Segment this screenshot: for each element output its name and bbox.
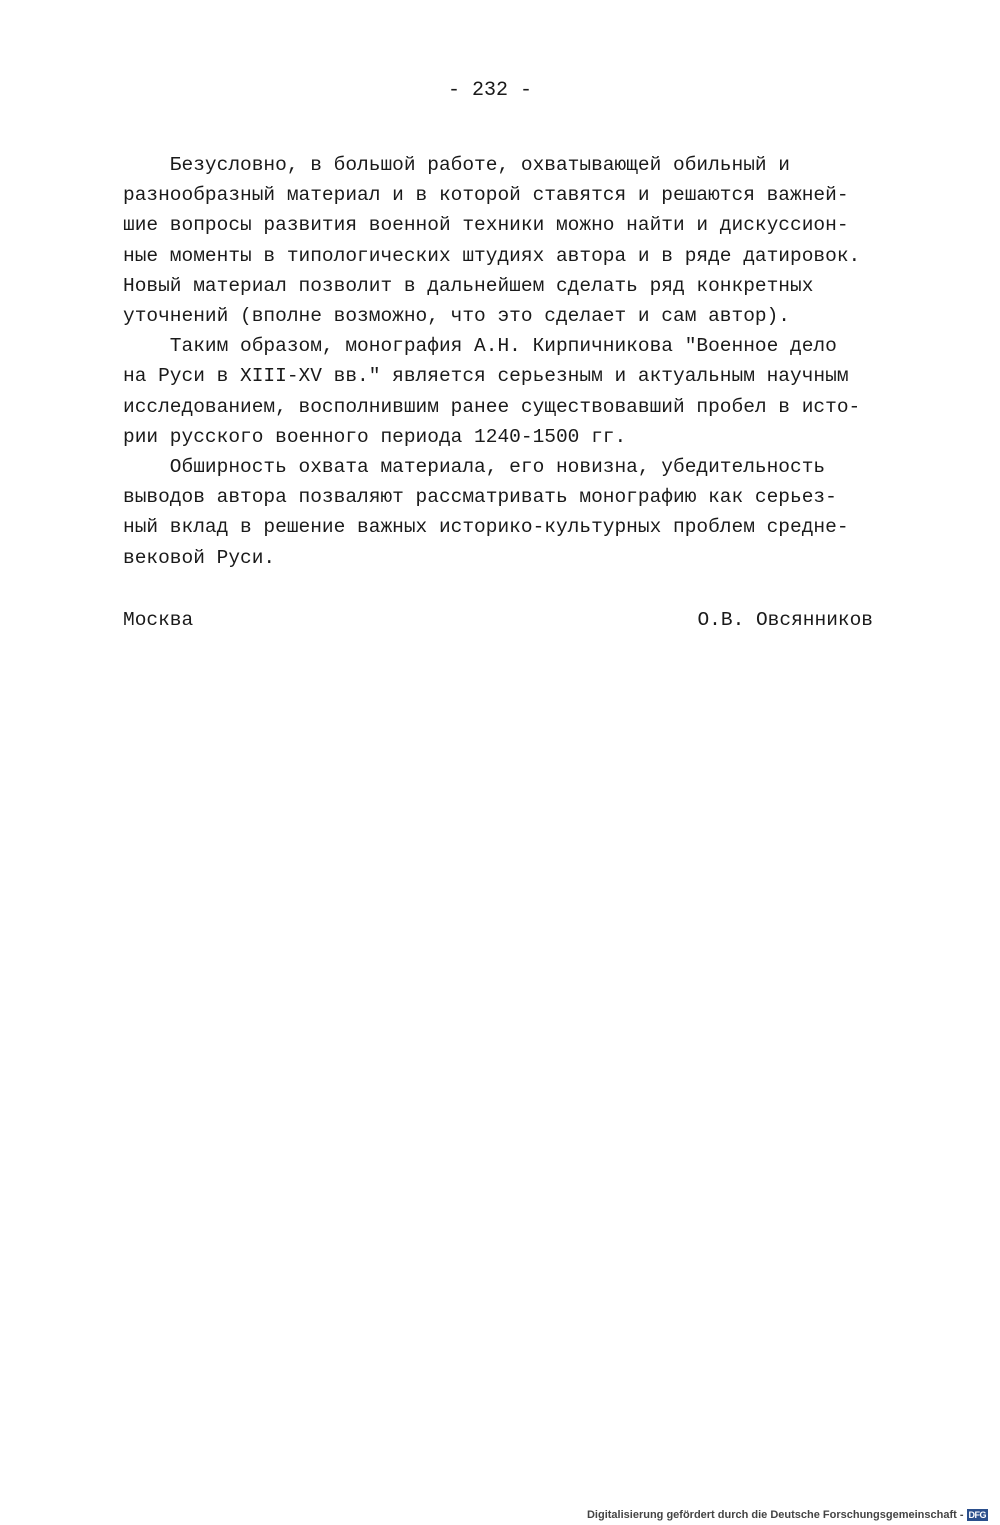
text-line: Новый материал позволит в дальнейшем сделать ряд конкретных: [123, 274, 814, 297]
text-line: на Руси в XIII-XV вв." является серьезным и актуальным научным: [123, 365, 849, 388]
digitization-footer: [587, 1509, 988, 1521]
body-text: [123, 150, 903, 573]
text-line: ный вклад в решение важных историко-культурных проблем средне-: [123, 516, 849, 539]
text-line: Обширность охвата материала, его новизна, убедительность: [123, 456, 826, 479]
text-line: выводов автора позваляют рассматривать монографию как серьез-: [123, 486, 837, 509]
signature-block: [123, 605, 873, 635]
dfg-logo-icon: DFG: [968, 1510, 986, 1520]
text-line: разнообразный материал и в которой ставятся и решаются важней-: [123, 184, 849, 207]
paragraph-3: [123, 452, 903, 573]
text-line: рии русского военного периода 1240-1500 гг.: [123, 425, 627, 448]
text-line: Безусловно, в большой работе, охватывающей обильный и: [123, 154, 791, 176]
page-number: - 232 -: [447, 79, 532, 102]
paragraph-2: [123, 331, 903, 452]
text-line: исследованием, восполнившим ранее существовавший пробел в исто-: [123, 395, 861, 418]
text-line: уточнений (вполне возможно, что это сделает и сам автор).: [123, 305, 791, 328]
text-line: ные моменты в типологических штудиях автора и в ряде датировок.: [123, 244, 861, 267]
footer-text: Digitalisierung gefördert durch die Deutsche Forschungsgemeinschaft -: [586, 1509, 964, 1521]
signature-author: О.В. Овсянников: [697, 609, 873, 631]
text-line: Таким образом, монография А.Н. Кирпичникова "Военное дело: [123, 335, 837, 358]
signature-place: Москва: [123, 609, 194, 631]
paragraph-1: [123, 150, 903, 331]
text-line: вековой Руси.: [123, 546, 276, 569]
text-line: шие вопросы развития военной техники можно найти и дискуссион-: [123, 214, 849, 237]
